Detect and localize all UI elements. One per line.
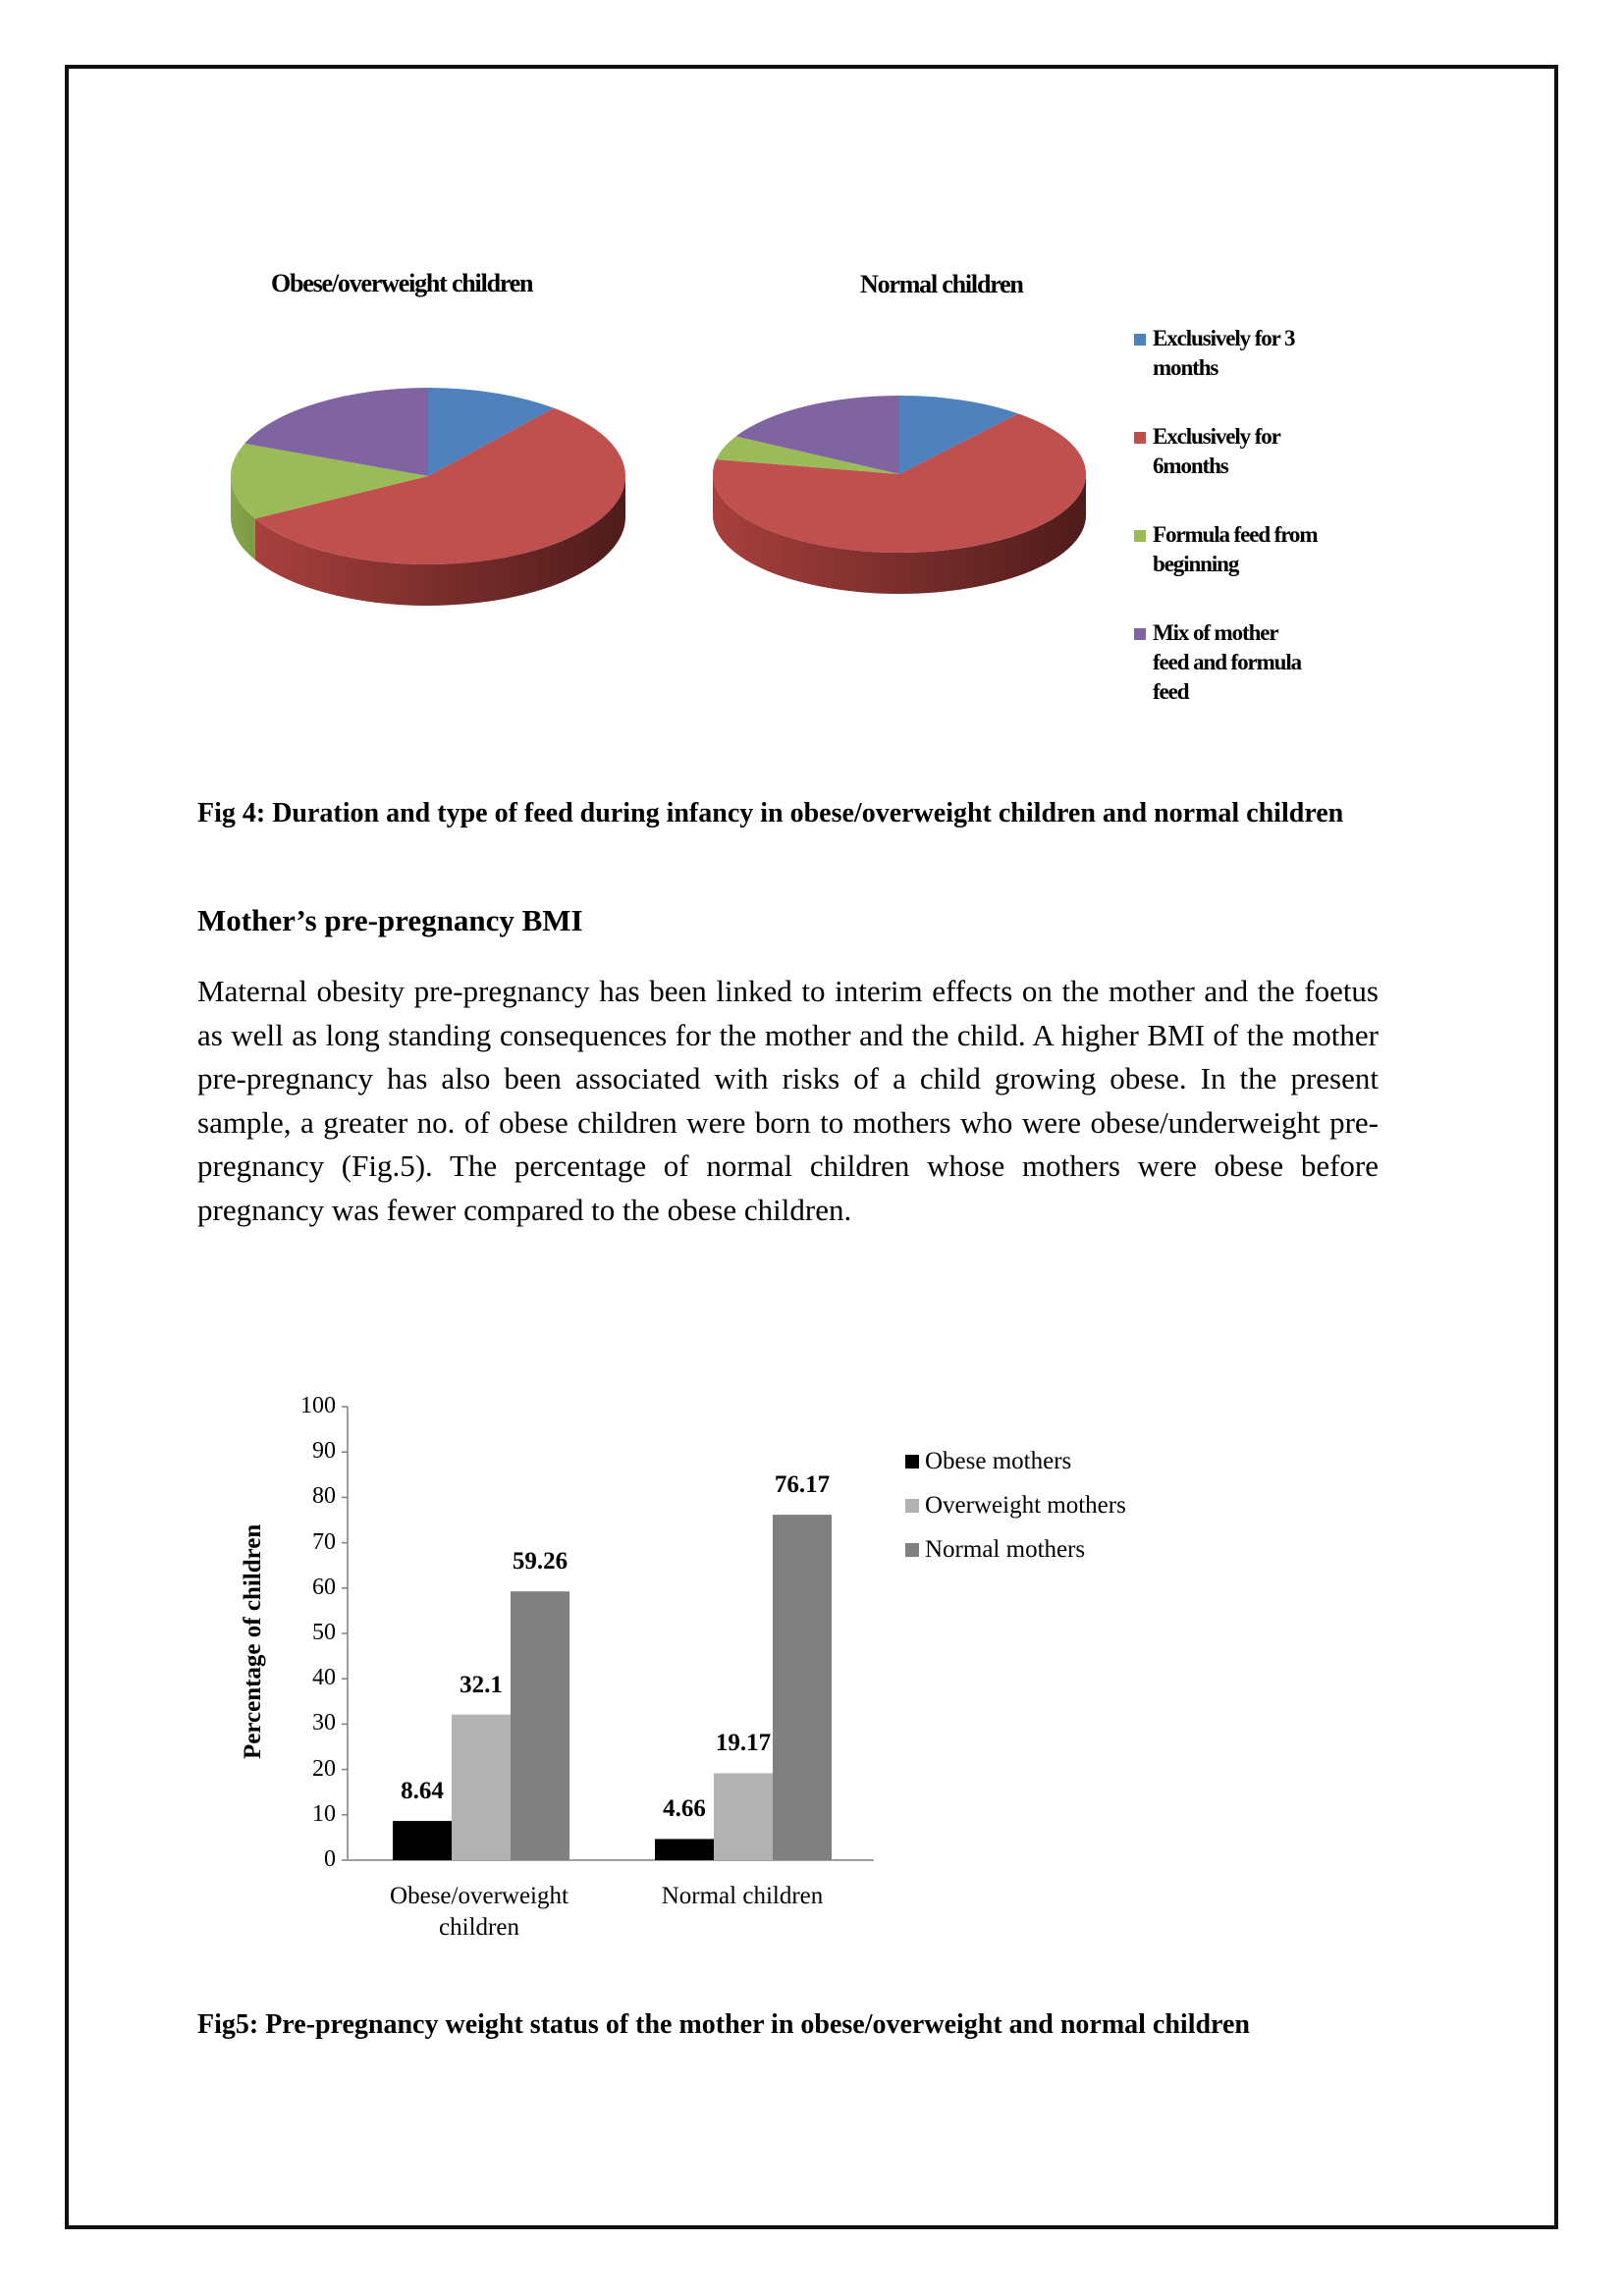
y-tick-label: 80 xyxy=(312,1483,336,1510)
legend-label: feed and formula xyxy=(1153,650,1302,674)
legend-swatch-blue xyxy=(1134,334,1146,346)
legend-swatch-green xyxy=(1134,530,1146,542)
legend-label: months xyxy=(1153,355,1218,380)
pie-chart-normal xyxy=(713,396,1086,594)
y-tick-label: 90 xyxy=(312,1438,336,1465)
legend-label: 6months xyxy=(1153,454,1228,478)
bar xyxy=(655,1839,714,1860)
legend-label: Formula feed from xyxy=(1153,522,1318,547)
pie-title-obese: Obese/overweight children xyxy=(271,269,533,297)
y-tick-label: 30 xyxy=(312,1710,336,1736)
pie-legend-item xyxy=(1131,324,1386,383)
bar-value-label: 32.1 xyxy=(460,1671,503,1698)
y-tick-label: 70 xyxy=(312,1528,336,1555)
bar-chart xyxy=(0,1374,982,1885)
legend-label: feed xyxy=(1153,679,1189,704)
category-label-line: Obese/overweight xyxy=(390,1883,568,1909)
legend-swatch-dark-gray xyxy=(905,1543,919,1557)
bar-value-label: 8.64 xyxy=(401,1778,444,1805)
x-category-normal xyxy=(624,1881,860,1912)
bar-value-label: 76.17 xyxy=(774,1471,831,1499)
bar-value-label: 4.66 xyxy=(663,1795,706,1823)
legend-swatch-black xyxy=(905,1455,919,1468)
category-label-line: children xyxy=(439,1914,519,1941)
pie-title-normal: Normal children xyxy=(860,270,1023,298)
bar xyxy=(511,1591,569,1860)
fig5-caption: Fig5: Pre-pregnancy weight status of the mother in obese/overweight and normal children xyxy=(197,2009,1250,2040)
y-axis-title: Percentage of children xyxy=(240,1523,266,1759)
bar xyxy=(393,1821,452,1860)
y-tick-label: 100 xyxy=(300,1393,336,1418)
bar xyxy=(773,1515,832,1860)
category-label-line: Normal children xyxy=(661,1883,824,1909)
section-paragraph: Maternal obesity pre-pregnancy has been linked to interim effects on the mother and the foetus as well as long standing consequences for the mother and the child. A higher BMI of the mother pre-pregnancy has also been associated with risks of a child growing obese. In the present sample, a greater no. of obese children were born to mothers who were obese/underweight pre-pregnancy (Fig.5). The percentage of normal children whose mothers were obese before pregnancy was fewer compared to the obese children. xyxy=(197,974,1379,1227)
bar-legend-item xyxy=(905,1439,1126,1483)
pie-legend xyxy=(1131,324,1386,746)
y-tick-label: 10 xyxy=(312,1800,336,1827)
bar-legend-item xyxy=(905,1483,1126,1527)
legend-swatch-purple xyxy=(1134,628,1146,640)
y-tick-label: 40 xyxy=(312,1665,336,1691)
bar-value-label: 59.26 xyxy=(512,1548,568,1575)
x-category-obese xyxy=(361,1881,597,1944)
pie-legend-item xyxy=(1131,520,1386,579)
legend-label: Exclusively for xyxy=(1153,424,1280,449)
y-tick-label: 20 xyxy=(312,1755,336,1782)
legend-swatch-red xyxy=(1134,432,1146,444)
legend-label: Exclusively for 3 xyxy=(1153,326,1295,350)
y-tick-label: 60 xyxy=(312,1574,336,1600)
y-tick-label: 0 xyxy=(324,1846,336,1872)
pie-legend-item xyxy=(1131,422,1386,481)
fig4-caption: Fig 4: Duration and type of feed during infancy in obese/overweight children and normal children xyxy=(197,798,1344,828)
legend-label: beginning xyxy=(1153,552,1239,576)
pie-legend-item xyxy=(1131,618,1386,707)
bar-value-label: 19.17 xyxy=(715,1730,772,1757)
pie-chart-obese xyxy=(231,388,625,606)
legend-label: Normal mothers xyxy=(925,1536,1086,1563)
bar-legend xyxy=(905,1439,1126,1572)
bar-legend-item xyxy=(905,1527,1126,1572)
legend-label: Mix of mother xyxy=(1153,620,1278,645)
y-tick-label: 50 xyxy=(312,1620,336,1645)
legend-swatch-light-gray xyxy=(905,1499,919,1513)
section-heading: Mother’s pre-pregnancy BMI xyxy=(197,903,583,937)
legend-label: Obese mothers xyxy=(925,1448,1072,1474)
legend-label: Overweight mothers xyxy=(925,1492,1126,1519)
